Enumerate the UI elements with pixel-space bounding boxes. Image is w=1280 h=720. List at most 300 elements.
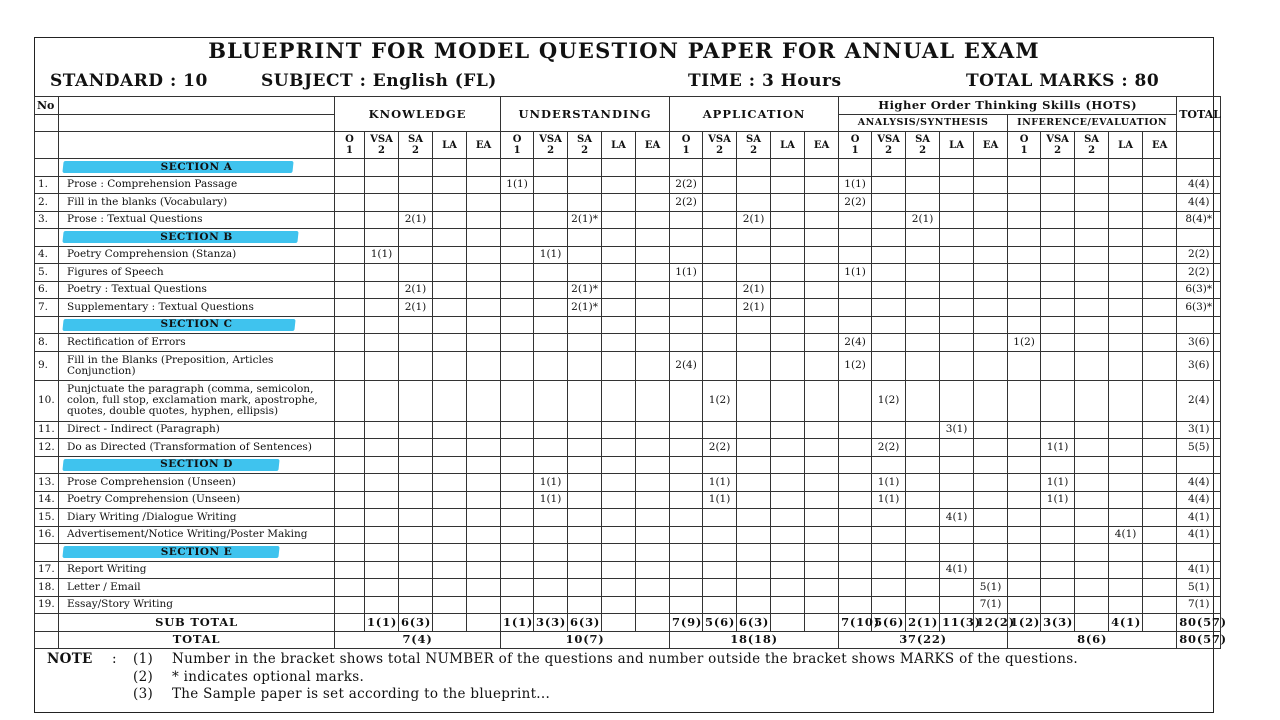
cell: [771, 194, 805, 212]
cell: [771, 159, 805, 177]
cell: [974, 421, 1008, 439]
subtotal-cell: 1(1): [501, 614, 534, 632]
table-row: [35, 491, 1221, 509]
cell: [568, 351, 602, 380]
cell: [771, 264, 805, 282]
cell: [568, 561, 602, 579]
cell: [534, 299, 568, 317]
total-row: [35, 631, 1221, 649]
section-no: [35, 544, 59, 562]
cell: [805, 246, 839, 264]
table-row: [35, 421, 1221, 439]
cell: [1041, 509, 1075, 527]
row-number: 8.: [35, 334, 59, 352]
cell: [805, 491, 839, 509]
cell: [534, 579, 568, 597]
cell: [399, 194, 433, 212]
cell: [1143, 334, 1177, 352]
cell: [940, 380, 974, 421]
cell: [467, 334, 501, 352]
cell: [839, 596, 872, 614]
subtotal-cell: 7(9): [670, 614, 703, 632]
cell: [805, 194, 839, 212]
cell: [602, 264, 636, 282]
question-type-marks: 2: [885, 145, 893, 156]
row-number: 16.: [35, 526, 59, 544]
subtotal-cell: [805, 614, 839, 632]
subtotal-cell: [1143, 614, 1177, 632]
cell: [636, 194, 670, 212]
cell: 2(1)*: [568, 299, 602, 317]
cell: 1(1): [534, 474, 568, 492]
table-row: [35, 264, 1221, 282]
table-row: [35, 246, 1221, 264]
row-total: 2(4): [1177, 380, 1221, 421]
cell: [737, 544, 771, 562]
cell: [501, 194, 534, 212]
table-row: [35, 194, 1221, 212]
cell: [737, 456, 771, 474]
cell: [805, 579, 839, 597]
cell: [365, 439, 399, 457]
row-number: 15.: [35, 509, 59, 527]
cell: [872, 526, 906, 544]
cell: 3(1): [940, 421, 974, 439]
cell: [670, 334, 703, 352]
cell: [534, 544, 568, 562]
question-type-marks: 2: [547, 145, 555, 156]
cell: [1109, 380, 1143, 421]
row-total: 4(1): [1177, 561, 1221, 579]
cell: [467, 264, 501, 282]
cell: [1008, 561, 1041, 579]
table-row: [35, 561, 1221, 579]
cell: [335, 299, 365, 317]
cell: [501, 456, 534, 474]
cell: [1143, 194, 1177, 212]
question-type-header: [771, 132, 805, 159]
cell: [568, 159, 602, 177]
cell: 1(1): [839, 176, 872, 194]
cell: [771, 579, 805, 597]
cell: [906, 456, 940, 474]
cell: [335, 316, 365, 334]
cell: [534, 421, 568, 439]
cell: 2(2): [670, 194, 703, 212]
question-type-header: [467, 132, 501, 159]
cell: [335, 176, 365, 194]
abbr-spacer: [35, 132, 59, 159]
row-total: 4(1): [1177, 526, 1221, 544]
cell: [737, 579, 771, 597]
cell: [1109, 509, 1143, 527]
inference-header: INFERENCE/EVALUATION: [1008, 114, 1177, 132]
row-number: 11.: [35, 421, 59, 439]
cell: [974, 456, 1008, 474]
cell: [568, 380, 602, 421]
cell: [703, 456, 737, 474]
cell: [636, 526, 670, 544]
cell: [1109, 351, 1143, 380]
cell: [568, 491, 602, 509]
total-header: TOTAL: [1177, 97, 1221, 132]
row-total: 5(5): [1177, 439, 1221, 457]
question-type-header: [940, 132, 974, 159]
cell: [872, 264, 906, 282]
cell: [467, 456, 501, 474]
cell: [568, 509, 602, 527]
cell: [636, 211, 670, 229]
cell: [1075, 194, 1109, 212]
cell: [1075, 380, 1109, 421]
cell: [940, 579, 974, 597]
cell: [433, 316, 467, 334]
cell: [636, 334, 670, 352]
cell: [1143, 421, 1177, 439]
cell: [335, 596, 365, 614]
cell: [1143, 299, 1177, 317]
cell: [1075, 439, 1109, 457]
cell: [602, 246, 636, 264]
cell: [602, 421, 636, 439]
table-row: [35, 596, 1221, 614]
cell: [1041, 456, 1075, 474]
cell: [602, 351, 636, 380]
cell: [906, 491, 940, 509]
cell: 1(1): [670, 264, 703, 282]
row-number: 3.: [35, 211, 59, 229]
cell: [940, 456, 974, 474]
cell: [805, 526, 839, 544]
cell: [1109, 596, 1143, 614]
cell: [1143, 316, 1177, 334]
cell: [534, 351, 568, 380]
cell: [1008, 246, 1041, 264]
cell: [974, 561, 1008, 579]
row-total: 3(6): [1177, 351, 1221, 380]
cell: [940, 316, 974, 334]
cell: [602, 334, 636, 352]
cell: [906, 579, 940, 597]
row-total: 8(4)*: [1177, 211, 1221, 229]
total-marks-label: TOTAL MARKS : 80: [966, 71, 1160, 91]
cell: [940, 264, 974, 282]
cell: [568, 526, 602, 544]
section-label: SECTION C: [160, 318, 233, 331]
cell: [501, 264, 534, 282]
cell: [534, 176, 568, 194]
cell: [839, 544, 872, 562]
cell: [805, 211, 839, 229]
cell: [771, 334, 805, 352]
cell: [1008, 299, 1041, 317]
table-row: [35, 176, 1221, 194]
cell: [602, 380, 636, 421]
section-no: [35, 316, 59, 334]
subtotal-row: [35, 614, 1221, 632]
cell: [602, 544, 636, 562]
cell: [670, 456, 703, 474]
cell: [805, 176, 839, 194]
cell: [636, 509, 670, 527]
question-type-label: LA: [780, 139, 795, 151]
cell: [1143, 544, 1177, 562]
cell: [602, 211, 636, 229]
cell: [1075, 264, 1109, 282]
cell: [335, 380, 365, 421]
cell: [1143, 351, 1177, 380]
cell: [399, 176, 433, 194]
cell: [805, 439, 839, 457]
row-number: 1.: [35, 176, 59, 194]
cell: [335, 474, 365, 492]
cell: [1177, 229, 1221, 247]
question-type-header: [568, 132, 602, 159]
row-description: Fill in the blanks (Vocabulary): [59, 194, 335, 212]
cell: 7(1): [974, 596, 1008, 614]
cell: [906, 421, 940, 439]
cell: [1143, 281, 1177, 299]
cell: [399, 526, 433, 544]
cell: 1(1): [872, 491, 906, 509]
question-type-marks: 2: [581, 145, 589, 156]
cell: [703, 316, 737, 334]
cell: [839, 439, 872, 457]
question-type-header: [399, 132, 433, 159]
cell: [1008, 380, 1041, 421]
section-row: [35, 544, 1221, 562]
cell: [636, 299, 670, 317]
question-type-header: [839, 132, 872, 159]
cell: [974, 246, 1008, 264]
cell: [501, 439, 534, 457]
cell: [365, 159, 399, 177]
cell: 1(1): [872, 474, 906, 492]
cell: [1109, 281, 1143, 299]
cell: [1075, 456, 1109, 474]
cell: [872, 229, 906, 247]
cell: [602, 491, 636, 509]
question-type-label: O: [850, 134, 860, 145]
note-num: (3): [133, 686, 154, 702]
cell: [335, 334, 365, 352]
row-number: 2.: [35, 194, 59, 212]
question-type-header: [1041, 132, 1075, 159]
cell: [1075, 334, 1109, 352]
question-type-label: EA: [475, 139, 492, 151]
cell: [906, 281, 940, 299]
cell: [399, 491, 433, 509]
cell: [737, 526, 771, 544]
cell: [670, 159, 703, 177]
cell: [399, 316, 433, 334]
cell: [399, 579, 433, 597]
cell: [974, 334, 1008, 352]
cell: [839, 229, 872, 247]
cell: [365, 281, 399, 299]
cell: [602, 159, 636, 177]
cell: [1041, 159, 1075, 177]
cell: [467, 380, 501, 421]
cell: [1008, 491, 1041, 509]
cell: [1008, 579, 1041, 597]
question-type-header: [1008, 132, 1041, 159]
note-heading: NOTE: [47, 651, 93, 667]
subtotal-cell: [1075, 614, 1109, 632]
cell: [534, 509, 568, 527]
question-type-marks: 1: [851, 145, 859, 156]
cell: [906, 176, 940, 194]
cell: [703, 176, 737, 194]
row-number: 14.: [35, 491, 59, 509]
cell: [737, 351, 771, 380]
cell: [839, 509, 872, 527]
row-number: 9.: [35, 351, 59, 380]
cell: [467, 211, 501, 229]
cell: [399, 474, 433, 492]
row-description: Report Writing: [59, 561, 335, 579]
total-no: [35, 631, 59, 649]
cell: [399, 439, 433, 457]
cell: [1075, 491, 1109, 509]
cell: [1041, 299, 1075, 317]
cell: [602, 176, 636, 194]
cell: [636, 439, 670, 457]
cell: [534, 380, 568, 421]
cell: [433, 456, 467, 474]
cell: [906, 316, 940, 334]
cell: [335, 264, 365, 282]
section-label: SECTION E: [160, 545, 233, 558]
cell: [467, 439, 501, 457]
cell: [365, 211, 399, 229]
subtotal-cell: [602, 614, 636, 632]
note-colon: :: [112, 651, 117, 667]
cell: [872, 456, 906, 474]
cell: [433, 439, 467, 457]
cell: [602, 229, 636, 247]
cell: [703, 211, 737, 229]
question-type-marks: 1: [682, 145, 690, 156]
cell: [670, 526, 703, 544]
cell: [335, 351, 365, 380]
cell: [365, 491, 399, 509]
note-text: * indicates optional marks.: [172, 668, 365, 685]
cell: [501, 544, 534, 562]
row-description: Advertisement/Notice Writing/Poster Making: [59, 526, 335, 544]
cell: [636, 351, 670, 380]
table-row: [35, 439, 1221, 457]
cell: [1109, 176, 1143, 194]
cell: [1041, 316, 1075, 334]
question-type-header: [1075, 132, 1109, 159]
table-row: [35, 281, 1221, 299]
cell: [501, 509, 534, 527]
cell: [1143, 561, 1177, 579]
cell: [737, 159, 771, 177]
cell: [771, 229, 805, 247]
cell: [365, 194, 399, 212]
cell: [636, 159, 670, 177]
question-type-label: SA: [577, 134, 593, 145]
cell: [501, 211, 534, 229]
cell: [433, 579, 467, 597]
cell: [872, 421, 906, 439]
cell: [433, 509, 467, 527]
cell: [467, 316, 501, 334]
cell: [703, 229, 737, 247]
question-type-label: EA: [1151, 139, 1168, 151]
cell: [568, 194, 602, 212]
cell: [839, 526, 872, 544]
cell: [703, 351, 737, 380]
section-row: [35, 159, 1221, 177]
cell: [940, 281, 974, 299]
cell: [365, 421, 399, 439]
cell: [771, 211, 805, 229]
row-description: Fill in the Blanks (Preposition, Articles Conjunction): [59, 351, 335, 380]
question-type-marks: 2: [412, 145, 419, 156]
cell: 2(1): [399, 299, 433, 317]
cell: [433, 491, 467, 509]
cell: [467, 229, 501, 247]
cell: [737, 194, 771, 212]
cell: [906, 264, 940, 282]
question-type-label: VSA: [370, 134, 393, 145]
cell: [1041, 526, 1075, 544]
cell: [872, 246, 906, 264]
total-application: 18(18): [670, 631, 839, 649]
cell: [703, 544, 737, 562]
table-row: [35, 579, 1221, 597]
no-header: No: [35, 97, 59, 115]
question-type-header: [365, 132, 399, 159]
cell: [670, 439, 703, 457]
cell: [974, 474, 1008, 492]
cell: [1109, 229, 1143, 247]
question-type-marks: 1: [1020, 145, 1028, 156]
cell: [1109, 579, 1143, 597]
cell: [872, 194, 906, 212]
cell: [335, 561, 365, 579]
cell: [1109, 264, 1143, 282]
cell: [805, 334, 839, 352]
subtotal-cell: 5(6): [703, 614, 737, 632]
cell: 5(1): [974, 579, 1008, 597]
cell: [839, 579, 872, 597]
subtotal-cell: [433, 614, 467, 632]
cell: [1041, 229, 1075, 247]
cell: [703, 509, 737, 527]
cell: [703, 246, 737, 264]
cell: 2(1): [737, 211, 771, 229]
cell: [602, 579, 636, 597]
cell: [940, 351, 974, 380]
table-row: [35, 334, 1221, 352]
cell: [399, 229, 433, 247]
cell: 2(2): [670, 176, 703, 194]
cell: [399, 456, 433, 474]
cell: [670, 509, 703, 527]
question-type-marks: 2: [750, 145, 758, 156]
cell: [365, 299, 399, 317]
row-number: 18.: [35, 579, 59, 597]
cell: [737, 176, 771, 194]
cell: [1109, 421, 1143, 439]
question-type-label: O: [681, 134, 691, 145]
cell: [568, 544, 602, 562]
cell: [1075, 229, 1109, 247]
